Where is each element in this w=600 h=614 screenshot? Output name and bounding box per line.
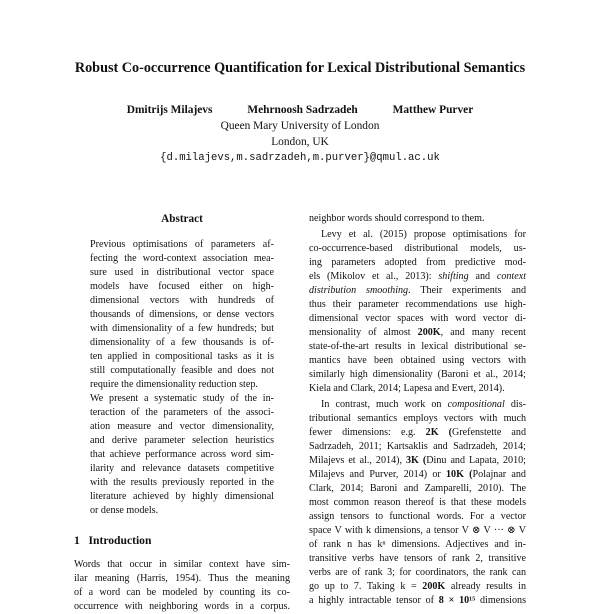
right-column xyxy=(309,212,527,606)
body-line: thus their parameter recommendations use high- xyxy=(309,299,526,310)
body-line: dimensional vector spaces with word vector di- xyxy=(309,313,526,324)
body-line: a highly intractable tensor of 8 × 10¹⁵ dimensions xyxy=(309,595,526,606)
abstract-line: with the results previously reported in the xyxy=(90,477,274,488)
body-line: most common reason thereof is that these models xyxy=(309,497,526,508)
abstract-line: fecting the word-context association mea- xyxy=(90,253,274,264)
intro-line: occurrence with neighboring words in a corpus. xyxy=(74,601,290,612)
abstract-line: with dimensionality of a few hundreds; but xyxy=(90,323,274,334)
affiliation-location: London, UK xyxy=(271,136,329,148)
body-line: mantics have been obtained using vectors with xyxy=(309,355,526,366)
body-line: state-of-the-art results in lexical distributional se- xyxy=(309,341,526,352)
abstract-line: sure used in distributional vector space xyxy=(90,267,274,278)
body-line: Kiela and Clark, 2014; Lapesa and Evert, 2014). xyxy=(309,383,505,394)
body-line: In contrast, much work on compositional dis- xyxy=(321,399,527,410)
left-column xyxy=(74,212,290,612)
body-line: Milajevs et al., 2014), 3K (Dinu and Lapata, 2010; xyxy=(309,455,526,466)
abstract-line: still computationally feasible and does not xyxy=(90,365,274,376)
abstract-line: teraction of the parameters of the associ- xyxy=(90,407,274,418)
section-heading xyxy=(74,534,151,548)
body-line: mensionality of almost 200K, and many recent xyxy=(309,327,526,338)
body-line: go up to 7. Taking k = 200K already results in xyxy=(309,581,526,592)
body-line: tributional semantics employs vectors with much xyxy=(309,413,526,424)
abstract-line: models have focused either on high- xyxy=(90,281,274,292)
abstract-line: ilarity and relevance datasets competitive xyxy=(90,463,274,474)
author-3: Matthew Purver xyxy=(392,104,474,116)
body-line: of rank n has kⁿ dimensions. Adjectives and in- xyxy=(309,539,526,550)
abstract-line: ten applied in compositional tasks as it is xyxy=(90,351,274,362)
body-line: Sadrzadeh, 2011; Kartsaklis and Sadrzadeh, 2014; xyxy=(309,441,526,452)
body-line: space V with k dimensions, a tensor V ⊗ V ··· ⊗ V xyxy=(309,525,526,536)
body-line: distribution smoothing. Their experiments and xyxy=(309,285,526,296)
intro-line: Words that occur in similar context have sim- xyxy=(74,559,290,570)
author-list xyxy=(0,104,600,116)
affiliation-institution: Queen Mary University of London xyxy=(220,120,380,132)
body-line: similarly high dimensionality (Baroni et al., 2014; xyxy=(309,369,526,380)
abstract-heading: Abstract xyxy=(161,213,203,225)
author-1: Dmitrijs Milajevs xyxy=(126,104,213,116)
section-title: Introduction xyxy=(88,534,152,547)
abstract-line: ation measure and vector dimensionality, xyxy=(90,421,274,432)
intro-line: ilar meaning (Harris, 1954). Thus the meaning xyxy=(74,573,290,584)
body-line: Levy et al. (2015) propose optimisations for xyxy=(321,229,526,240)
intro-line: of a word can be modeled by counting its co- xyxy=(74,587,290,598)
body-line: co-occurrence-based distributional models, us- xyxy=(309,243,526,254)
paper-title: Robust Co-occurrence Quantification for Lexical Distributional Semantics xyxy=(74,60,526,76)
author-emails: {d.milajevs,m.sadrzadeh,m.purver}@qmul.ac.uk xyxy=(160,152,440,164)
abstract-line: Previous optimisations of parameters af- xyxy=(90,239,274,250)
abstract-line: dimensional vectors with hundreds of xyxy=(90,295,274,306)
abstract-line: and derive parameter selection heuristics xyxy=(90,435,274,446)
abstract-line: We present a systematic study of the in- xyxy=(90,393,274,404)
abstract-line: that achieve performance across word sim- xyxy=(90,449,274,460)
body-line: els (Mikolov et al., 2013): shifting and context xyxy=(309,271,527,282)
body-line: neighbor words should correspond to them. xyxy=(309,213,485,224)
body-line: transitive verbs have tensors of rank 2, transitive xyxy=(309,553,526,564)
section-number: 1 xyxy=(74,534,80,547)
abstract-line: dimensionality of a few thousands is of- xyxy=(90,337,274,348)
body-line: assign tensors to functional words. For a vector xyxy=(309,511,526,522)
body-line: ing parameters adopted from predictive mod- xyxy=(309,257,526,268)
abstract-line: literature achieved by highly dimensional xyxy=(90,491,274,502)
abstract-line: require the dimensionality reduction step. xyxy=(90,379,258,390)
body-line: Milajevs and Purver, 2014) or 10K (Polajnar and xyxy=(309,469,526,480)
abstract-line: thousands of dimensions, or dense vectors xyxy=(90,309,274,320)
body-line: fewer dimensions: e.g. 2K (Grefenstette and xyxy=(309,427,526,438)
body-line: verbs are of rank 3; for coordinators, the rank can xyxy=(309,567,526,578)
body-line: Clark, 2014; Baroni and Zamparelli, 2010). The xyxy=(309,483,526,494)
abstract-line: or dense models. xyxy=(90,505,159,516)
author-2: Mehrnoosh Sadrzadeh xyxy=(247,104,358,116)
